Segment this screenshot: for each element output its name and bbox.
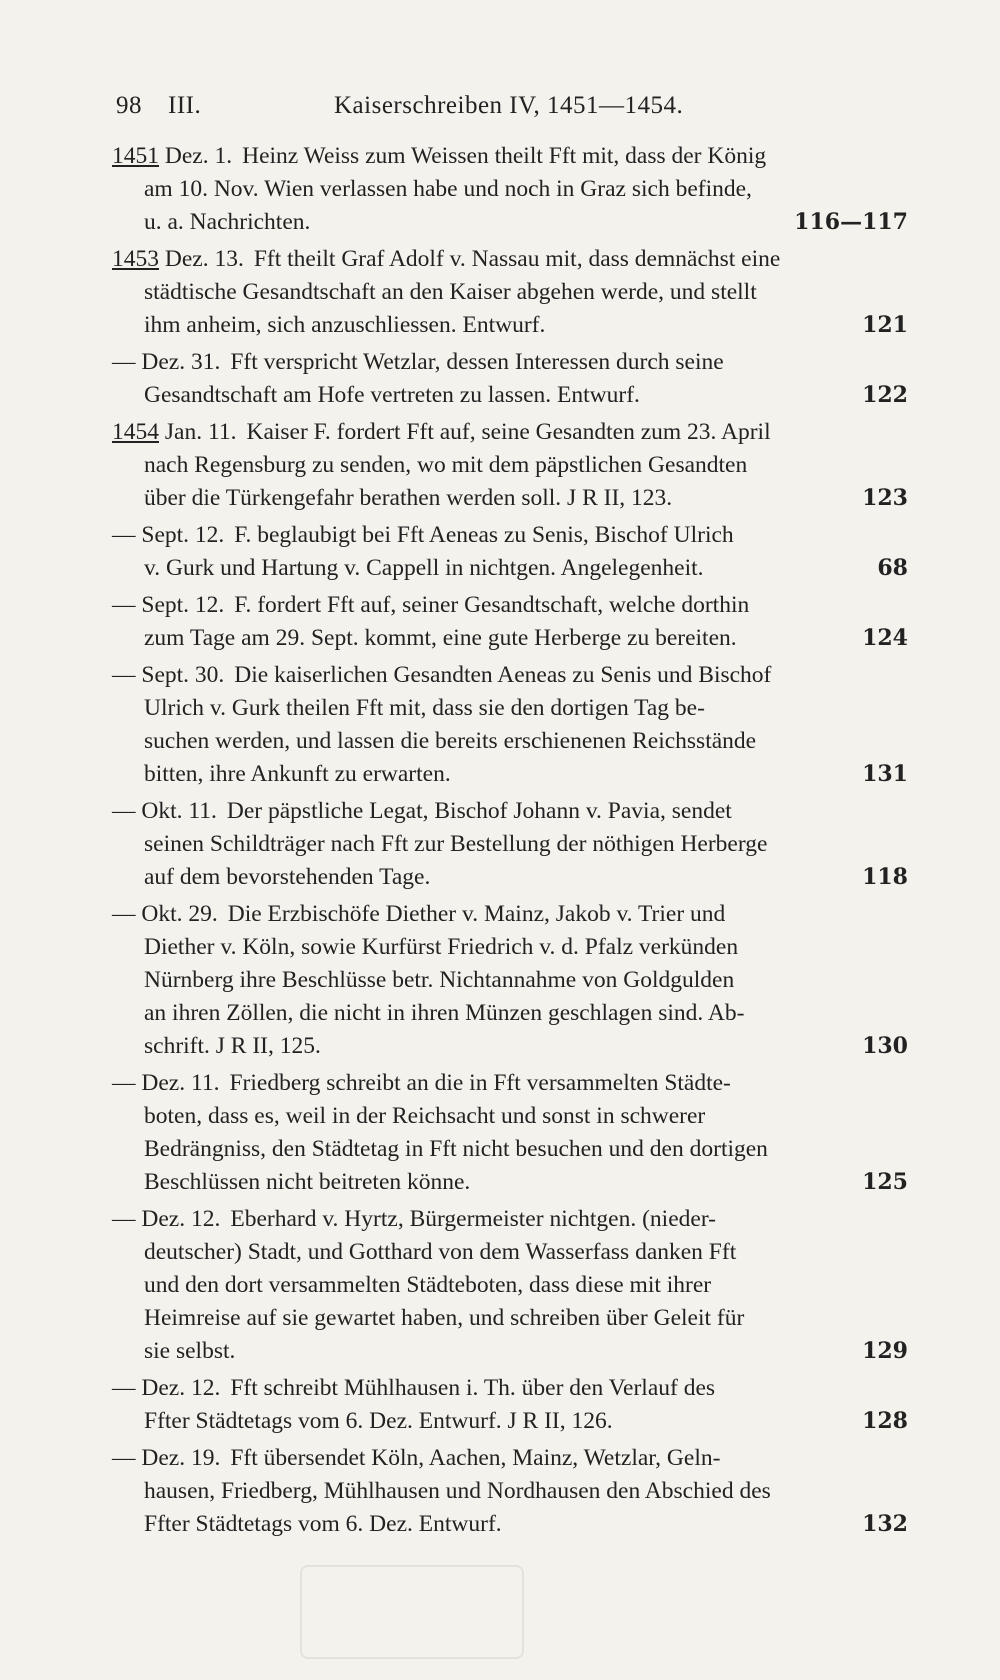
document-number: 132 bbox=[862, 1511, 908, 1537]
line-content bbox=[144, 482, 672, 515]
line-content bbox=[144, 622, 737, 655]
entry-line bbox=[112, 1405, 908, 1438]
entry-date bbox=[112, 592, 224, 618]
line-content bbox=[144, 964, 734, 997]
line-content bbox=[144, 276, 757, 309]
section-number: III. bbox=[168, 92, 202, 119]
line-content bbox=[144, 1475, 771, 1508]
entry-date bbox=[112, 1206, 220, 1232]
entry-text: deutscher) Stadt, und Gotthard von dem Wasserfass danken Fft bbox=[144, 1239, 737, 1265]
entry-date bbox=[112, 1070, 219, 1096]
entry-line bbox=[112, 1302, 908, 1335]
entry-text: an ihren Zöllen, die nicht in ihren Münzen geschlagen sind. Ab- bbox=[144, 1000, 745, 1026]
entry-date bbox=[112, 349, 220, 375]
entry-text: Diether v. Köln, sowie Kurfürst Friedrich v. d. Pfalz verkünden bbox=[144, 934, 739, 960]
entry-line bbox=[112, 1475, 908, 1508]
entry-day: — Okt. 29. bbox=[112, 901, 218, 927]
line-content bbox=[112, 898, 725, 931]
entry-line bbox=[112, 1067, 908, 1100]
line-content bbox=[144, 861, 430, 894]
entry-text: städtische Gesandtschaft an den Kaiser abgehen werde, und stellt bbox=[144, 279, 757, 305]
entry-line bbox=[112, 1442, 908, 1475]
line-content bbox=[112, 1203, 716, 1236]
entry-line bbox=[112, 1133, 908, 1166]
line-content bbox=[144, 931, 738, 964]
entry-year: 1451 bbox=[112, 143, 159, 169]
entry-text: F. fordert Fft auf, seiner Gesandtschaft, welche dorthin bbox=[234, 592, 750, 618]
entry-text: Nürnberg ihre Beschlüsse betr. Nichtannahme von Goldgulden bbox=[144, 967, 735, 993]
running-title: Kaiserschreiben IV, 1451—1454. bbox=[334, 92, 684, 119]
entry-line bbox=[112, 1100, 908, 1133]
entry-date bbox=[112, 901, 218, 927]
entry-line bbox=[112, 140, 908, 173]
calendar-entry bbox=[112, 795, 908, 894]
line-content bbox=[144, 1405, 613, 1438]
library-stamp bbox=[300, 1565, 524, 1659]
entry-line bbox=[112, 309, 908, 342]
calendar-entry bbox=[112, 243, 908, 342]
document-number: 129 bbox=[862, 1338, 908, 1364]
calendar-entry bbox=[112, 519, 908, 585]
entry-line bbox=[112, 1030, 908, 1063]
entry-day: — Dez. 12. bbox=[112, 1375, 221, 1401]
entry-text: Eberhard v. Hyrtz, Bürgermeister nichtgen. (nieder- bbox=[230, 1206, 717, 1232]
document-number: 116—117 bbox=[794, 209, 908, 235]
entry-line bbox=[112, 1166, 908, 1199]
line-content bbox=[112, 519, 734, 552]
entry-year: 1453 bbox=[112, 246, 159, 272]
entry-day: — Okt. 11. bbox=[112, 798, 217, 824]
entry-text: zum Tage am 29. Sept. kommt, eine gute Herberge zu bereiten. bbox=[144, 625, 737, 651]
calendar-entry bbox=[112, 416, 908, 515]
line-content bbox=[144, 309, 545, 342]
line-content bbox=[144, 1508, 502, 1541]
entry-day: Jan. 11. bbox=[159, 419, 237, 445]
entry-line bbox=[112, 1269, 908, 1302]
entry-line bbox=[112, 758, 908, 791]
line-content bbox=[144, 173, 752, 206]
line-content bbox=[144, 449, 747, 482]
line-content bbox=[112, 1372, 715, 1405]
page-number: 98 bbox=[116, 92, 142, 119]
document-number: 130 bbox=[862, 1033, 908, 1059]
entry-line bbox=[112, 346, 908, 379]
entry-text: Fft theilt Graf Adolf v. Nassau mit, dass demnächst eine bbox=[253, 246, 781, 272]
document-number: 125 bbox=[862, 1169, 908, 1195]
entry-date bbox=[112, 1445, 220, 1471]
entry-year: 1454 bbox=[112, 419, 159, 445]
entry-text: und den dort versammelten Städteboten, dass diese mit ihrer bbox=[144, 1272, 712, 1298]
document-number: 68 bbox=[877, 555, 908, 581]
entry-line bbox=[112, 173, 908, 206]
entry-line bbox=[112, 997, 908, 1030]
entry-text: hausen, Friedberg, Mühlhausen und Nordhausen den Abschied des bbox=[144, 1478, 771, 1504]
entry-line bbox=[112, 828, 908, 861]
entry-line bbox=[112, 552, 908, 585]
entry-text: suchen werden, und lassen die bereits erschienenen Reichsstände bbox=[144, 728, 757, 754]
entry-day: — Dez. 12. bbox=[112, 1206, 221, 1232]
entry-day: — Sept. 12. bbox=[112, 592, 225, 618]
line-content bbox=[144, 1030, 321, 1063]
line-content bbox=[144, 1100, 705, 1133]
entry-day: — Dez. 19. bbox=[112, 1445, 221, 1471]
entry-line bbox=[112, 1203, 908, 1236]
entry-text: F. beglaubigt bei Fft Aeneas zu Senis, Bischof Ulrich bbox=[234, 522, 734, 548]
entry-date bbox=[112, 143, 232, 169]
entry-line bbox=[112, 379, 908, 412]
entry-line bbox=[112, 622, 908, 655]
entry-text: seinen Schildträger nach Fft zur Bestellung der nöthigen Herberge bbox=[144, 831, 768, 857]
entry-line bbox=[112, 964, 908, 997]
entry-text: boten, dass es, weil in der Reichsacht und sonst in schwerer bbox=[144, 1103, 706, 1129]
line-content bbox=[144, 206, 310, 239]
calendar-entry bbox=[112, 1372, 908, 1438]
entry-text: v. Gurk und Hartung v. Cappell in nichtgen. Angelegenheit. bbox=[144, 555, 704, 581]
document-number: 128 bbox=[862, 1408, 908, 1434]
entry-text: am 10. Nov. Wien verlassen habe und noch in Graz sich befinde, bbox=[144, 176, 752, 202]
entry-day: — Sept. 30. bbox=[112, 662, 225, 688]
document-number: 118 bbox=[862, 864, 908, 890]
line-content bbox=[144, 1133, 768, 1166]
line-content bbox=[144, 725, 756, 758]
line-content bbox=[112, 1442, 720, 1475]
entry-line bbox=[112, 1372, 908, 1405]
entry-line bbox=[112, 659, 908, 692]
entry-text: sie selbst. bbox=[144, 1338, 236, 1364]
entry-line bbox=[112, 243, 908, 276]
entry-text: Beschlüssen nicht beitreten könne. bbox=[144, 1169, 471, 1195]
entry-line bbox=[112, 725, 908, 758]
line-content bbox=[144, 1166, 470, 1199]
document-number: 121 bbox=[862, 312, 908, 338]
document-number: 122 bbox=[862, 382, 908, 408]
entry-text: auf dem bevorstehenden Tage. bbox=[144, 864, 431, 890]
calendar-entry bbox=[112, 346, 908, 412]
entry-text: Bedrängniss, den Städtetag in Fft nicht besuchen und den dortigen bbox=[144, 1136, 768, 1162]
entry-text: Fft übersendet Köln, Aachen, Mainz, Wetzlar, Geln- bbox=[230, 1445, 721, 1471]
line-content bbox=[112, 659, 771, 692]
calendar-entry bbox=[112, 1442, 908, 1541]
entry-line bbox=[112, 898, 908, 931]
entry-text: Fft schreibt Mühlhausen i. Th. über den Verlauf des bbox=[230, 1375, 716, 1401]
line-content bbox=[144, 1236, 736, 1269]
entry-day: — Dez. 31. bbox=[112, 349, 221, 375]
entry-day: — Sept. 12. bbox=[112, 522, 225, 548]
entry-date bbox=[112, 798, 217, 824]
calendar-entry bbox=[112, 1067, 908, 1199]
entry-line bbox=[112, 795, 908, 828]
entry-line bbox=[112, 519, 908, 552]
entry-line bbox=[112, 931, 908, 964]
entry-day: — Dez. 11. bbox=[112, 1070, 220, 1096]
entry-text: Ulrich v. Gurk theilen Fft mit, dass sie den dortigen Tag be- bbox=[144, 695, 705, 721]
calendar-entry bbox=[112, 898, 908, 1063]
entry-text: u. a. Nachrichten. bbox=[144, 209, 311, 235]
calendar-entry bbox=[112, 589, 908, 655]
entry-line bbox=[112, 1236, 908, 1269]
calendar-entry bbox=[112, 1203, 908, 1368]
line-content bbox=[112, 140, 766, 173]
calendar-entry bbox=[112, 659, 908, 791]
entry-text: Die kaiserlichen Gesandten Aeneas zu Senis und Bischof bbox=[234, 662, 772, 688]
entry-line bbox=[112, 589, 908, 622]
entry-line bbox=[112, 482, 908, 515]
line-content bbox=[144, 828, 767, 861]
entry-text: Heinz Weiss zum Weissen theilt Fft mit, dass der König bbox=[242, 143, 767, 169]
document-number: 123 bbox=[862, 485, 908, 511]
line-content bbox=[112, 589, 749, 622]
entry-line bbox=[112, 692, 908, 725]
entry-date bbox=[112, 522, 224, 548]
entry-line bbox=[112, 1508, 908, 1541]
line-content bbox=[144, 1269, 711, 1302]
line-content bbox=[144, 552, 704, 585]
entry-text: bitten, ihre Ankunft zu erwarten. bbox=[144, 761, 451, 787]
entry-line bbox=[112, 1335, 908, 1368]
entry-line bbox=[112, 861, 908, 894]
entry-day: Dez. 1. bbox=[159, 143, 233, 169]
line-content bbox=[112, 243, 780, 276]
line-content bbox=[112, 416, 771, 449]
entry-text: Heimreise auf sie gewartet haben, und schreiben über Geleit für bbox=[144, 1305, 745, 1331]
document-number: 124 bbox=[862, 625, 908, 651]
entry-date bbox=[112, 662, 224, 688]
entry-line bbox=[112, 206, 908, 239]
entry-line bbox=[112, 416, 908, 449]
line-content bbox=[144, 692, 705, 725]
entry-text: Der päpstliche Legat, Bischof Johann v. Pavia, sendet bbox=[226, 798, 732, 824]
entry-text: Ffter Städtetags vom 6. Dez. Entwurf. bbox=[144, 1511, 502, 1537]
entry-text: Kaiser F. fordert Fft auf, seine Gesandten zum 23. April bbox=[246, 419, 771, 445]
line-content bbox=[112, 1067, 731, 1100]
entry-date bbox=[112, 419, 236, 445]
entry-text: Die Erzbischöfe Diether v. Mainz, Jakob v. Trier und bbox=[227, 901, 726, 927]
entry-text: über die Türkengefahr berathen werden soll. J R II, 123. bbox=[144, 485, 673, 511]
line-content bbox=[112, 346, 724, 379]
line-content bbox=[144, 997, 744, 1030]
entry-day: Dez. 13. bbox=[159, 246, 244, 272]
line-content bbox=[144, 1302, 744, 1335]
entry-text: Gesandtschaft am Hofe vertreten zu lassen. Entwurf. bbox=[144, 382, 640, 408]
entry-text: Friedberg schreibt an die in Fft versammelten Städte- bbox=[229, 1070, 731, 1096]
line-content bbox=[144, 1335, 235, 1368]
line-content bbox=[112, 795, 732, 828]
entry-text: Fft verspricht Wetzlar, dessen Interessen durch seine bbox=[230, 349, 724, 375]
entry-text: nach Regensburg zu senden, wo mit dem päpstlichen Gesandten bbox=[144, 452, 748, 478]
entry-text: schrift. J R II, 125. bbox=[144, 1033, 321, 1059]
entry-line bbox=[112, 276, 908, 309]
entry-text: Ffter Städtetags vom 6. Dez. Entwurf. J R II, 126. bbox=[144, 1408, 613, 1434]
entry-date bbox=[112, 246, 244, 272]
entry-line bbox=[112, 449, 908, 482]
line-content bbox=[144, 758, 451, 791]
entry-date bbox=[112, 1375, 220, 1401]
calendar-entry bbox=[112, 140, 908, 239]
entry-list bbox=[112, 140, 908, 1545]
document-number: 131 bbox=[862, 761, 908, 787]
entry-text: ihm anheim, sich anzuschliessen. Entwurf. bbox=[144, 312, 546, 338]
line-content bbox=[144, 379, 640, 412]
